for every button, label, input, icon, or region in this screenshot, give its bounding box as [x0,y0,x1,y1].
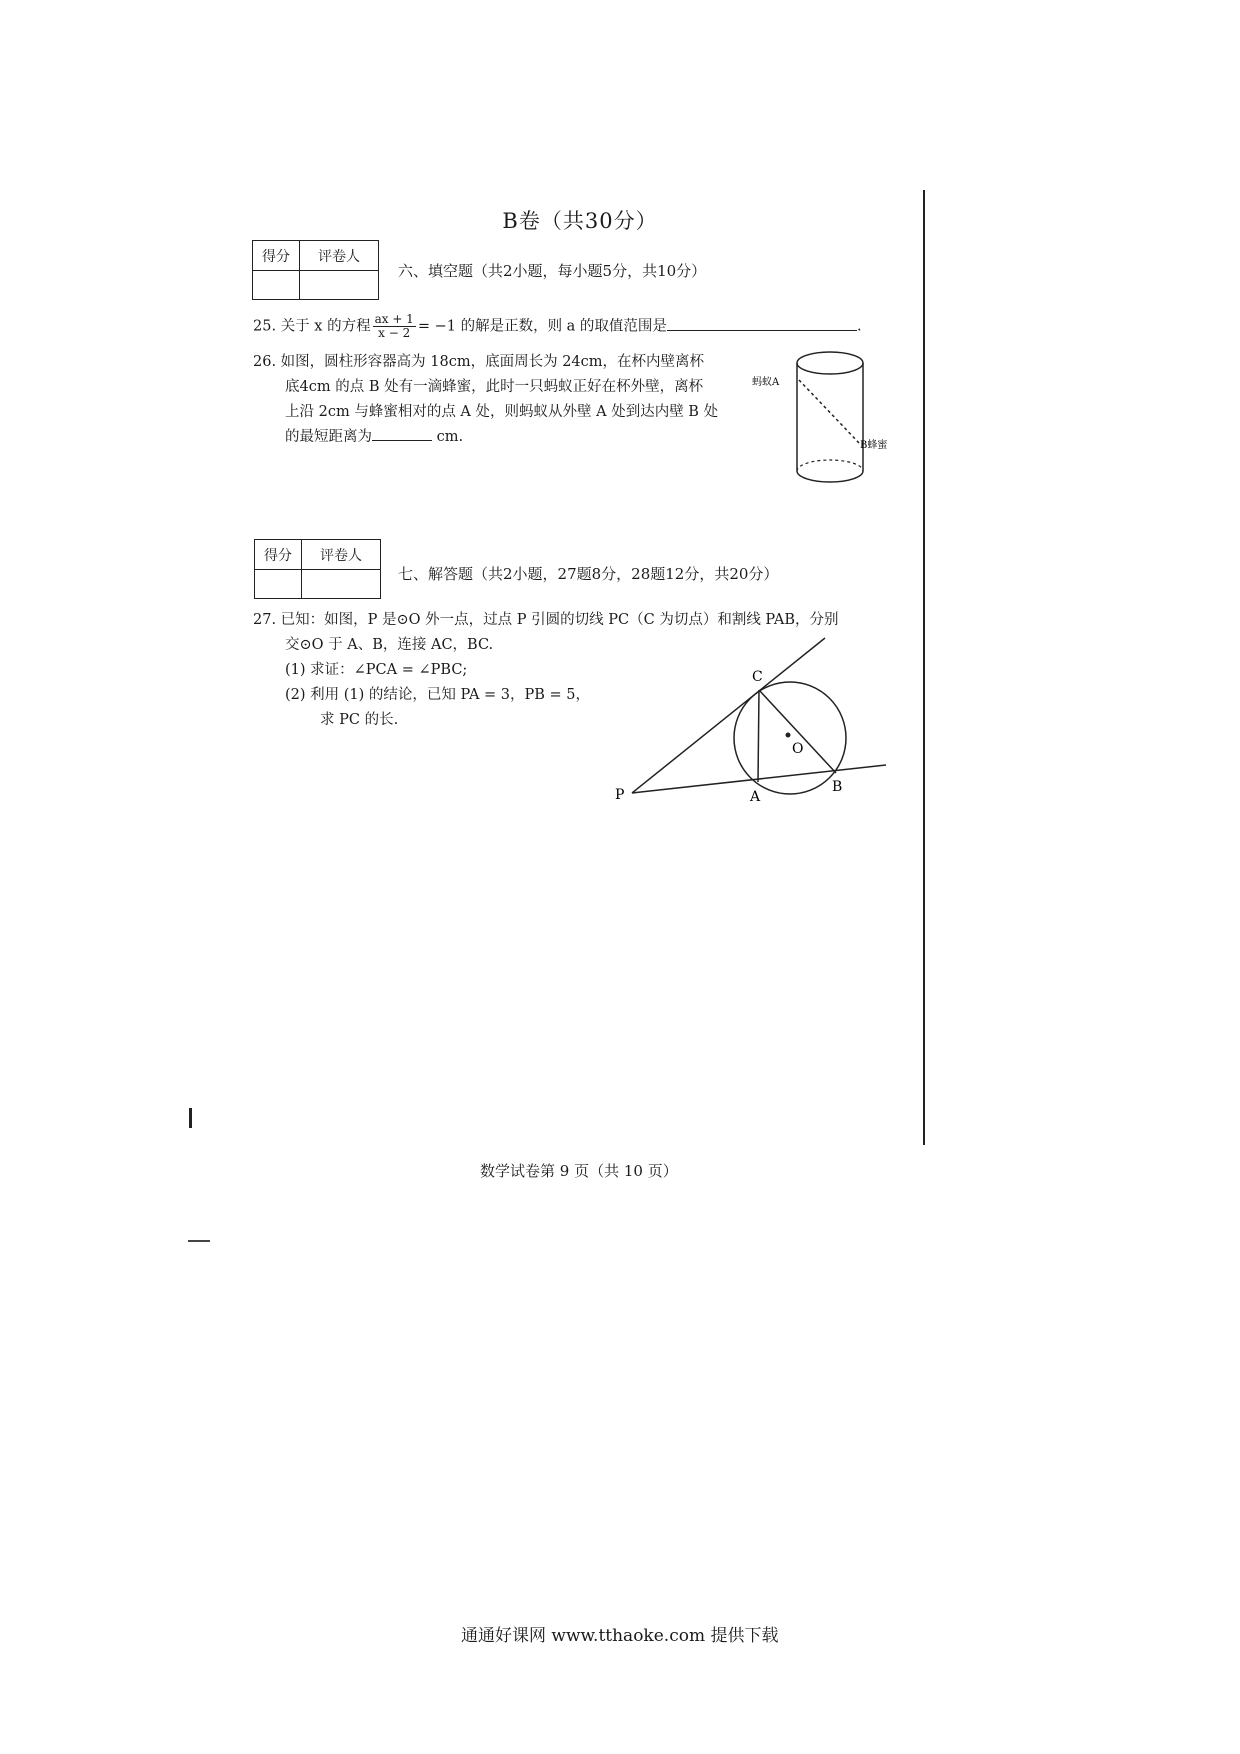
q26-line-1: 如图，圆柱形容器高为 18cm，底面周长为 24cm，在杯内壁离杯 [280,354,705,370]
q26-line-3: 上沿 2cm 与蜂蜜相对的点 A 处，则蚂蚁从外壁 A 处到达内壁 B 处 [285,404,719,420]
q27-number: 27. [253,612,277,628]
grader-cell[interactable] [300,271,379,300]
ant-path-line [799,380,860,444]
center-point-o [786,733,791,738]
score-header: 得分 [253,241,300,271]
q25-number: 25. [253,318,277,335]
grader-header: 评卷人 [302,540,381,570]
scan-mark [188,1240,210,1242]
q27-part-2: (2) 利用 (1) 的结论，已知 PA = 3，PB = 5， [285,687,591,703]
q25-text-after: = −1 的解是正数，则 a 的取值范围是 [417,318,667,335]
q25-frac-num: ax + 1 [374,312,414,326]
q27-part-1: (1) 求证：∠PCA = ∠PBC; [285,662,468,678]
fig-label-b: B [832,779,843,795]
q27-line-1: 已知：如图，P 是⊙O 外一点，过点 P 引圆的切线 PC（C 为切点）和割线 PAB，分别 [280,612,839,628]
fig-label-honey-b: B蜂蜜 [860,440,888,451]
segment-bc [759,690,836,773]
score-header: 得分 [255,540,302,570]
scan-mark [189,1108,192,1128]
cylinder-top-ellipse [797,352,863,374]
page-footer: 数学试卷第 9 页（共 10 页） [480,1162,678,1180]
question-25 [253,313,862,340]
q26-line-2: 底4cm 的点 B 处有一滴蜂蜜，此时一只蚂蚁正好在杯外壁，离杯 [285,379,704,395]
fig-label-o: O [792,741,804,757]
q25-text-before: 关于 x 的方程 [280,318,371,335]
fig-label-c: C [752,669,763,685]
score-table-section7 [254,539,381,599]
fig-label-ant-a: 蚂蚁A [752,377,780,388]
q27-part-2b: 求 PC 的长. [320,712,399,728]
score-table-section6 [252,240,379,300]
cylinder-figure [750,345,910,495]
page-border-line [923,190,925,1145]
cylinder-bottom-front [797,471,863,482]
q26-answer-blank[interactable] [372,440,432,441]
q26-number: 26. [253,354,277,370]
score-cell[interactable] [253,271,300,300]
cylinder-bottom-back [797,460,863,471]
grader-cell[interactable] [302,570,381,599]
q26-last-before: 的最短距离为 [285,429,372,445]
segment-ac [758,690,759,782]
section7-heading: 七、解答题（共2小题，27题8分，28题12分，共20分） [398,565,779,583]
tangent-secant-figure [610,625,900,815]
q27-line-2: 交⊙O 于 A、B，连接 AC，BC. [285,637,494,653]
tangent-line-pc [632,638,825,793]
question-26 [253,350,704,375]
download-credit: 通通好课网 www.tthaoke.com 提供下载 [461,1626,779,1646]
fig-label-a: A [750,789,761,805]
score-cell[interactable] [255,570,302,599]
q25-frac-den: x − 2 [378,326,411,340]
q25-end: . [856,318,862,335]
grader-header: 评卷人 [300,241,379,271]
q26-line-4 [285,425,463,450]
fig-label-p: P [615,787,625,803]
page-title: B卷（共30分） [502,209,658,233]
circle-o [734,682,846,794]
section6-heading: 六、填空题（共2小题，每小题5分，共10分） [398,262,707,280]
q26-last-after: cm. [436,429,464,445]
q25-answer-blank[interactable] [667,330,857,331]
q25-fraction [373,313,416,340]
